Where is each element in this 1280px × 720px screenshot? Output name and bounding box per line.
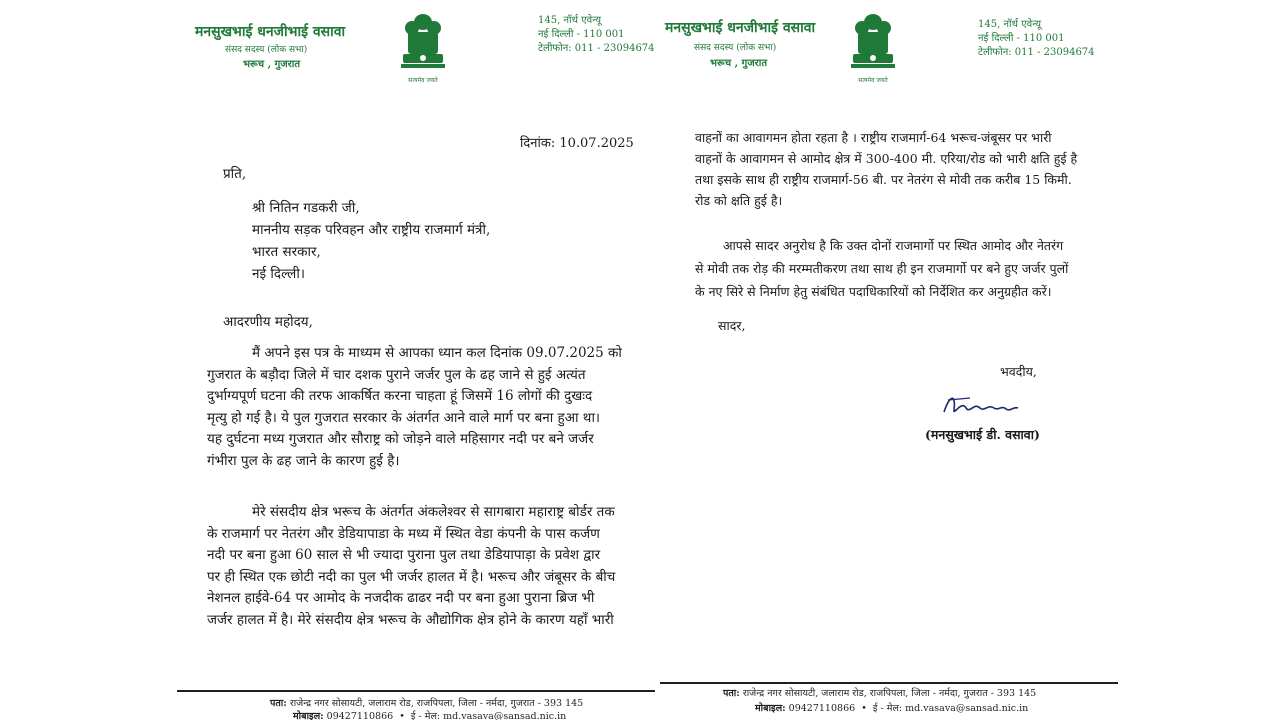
paragraph-line: यह दुर्घटना मध्य गुजरात और सौराष्ट्र को जोड़ने वाले महिसागर नदी पर बने जर्जर: [207, 431, 594, 447]
footer-contact: मोबाइल: 09427110866 • ई - मेल: md.vasava@sansad.nic.in: [755, 703, 1029, 714]
paragraph-line: से मोवी तक रोड़ की मरम्मतीकरण तथा साथ ही इन राजमार्गो पर बने हुए जर्जर पुलों: [695, 261, 1069, 276]
letterhead-name: मनसुखभाई धनजीभाई वसावा: [195, 24, 346, 40]
letterhead-address-line1: 145, नॉर्थ एवेन्यू: [538, 15, 601, 26]
letterhead-address-line2: नई दिल्ली - 110 001: [978, 33, 1065, 44]
footer-email: md.vasava@sansad.nic.in: [905, 703, 1029, 714]
footer-rule: [177, 690, 655, 692]
national-emblem-icon: [845, 8, 901, 82]
paragraph-line: नदी पर बना हुआ 60 साल से भी ज्यादा पुराना पुल तथा डेडियापाड़ा के प्रवेश द्वार: [207, 547, 601, 563]
greeting: आदरणीय महोदय,: [223, 314, 313, 330]
footer-address: [723, 686, 1036, 699]
paragraph-line: रोड को क्षति हुई है।: [695, 193, 783, 208]
paragraph-1: [207, 343, 622, 472]
paragraph-line: दुर्भाग्यपूर्ण घटना की तरफ आकर्षित करना चाहता हूं जिसमें 16 लोगों की दुखःद: [207, 388, 593, 404]
footer-mobile-label: मोबाइल:: [293, 711, 324, 720]
recipient-line: नई दिल्ली।: [252, 266, 305, 282]
paragraph-line: नेशनल हाईवे-64 पर आमोद के नजदीक ढाढर नदी पर बना हुआ पुराना ब्रिज भी: [207, 590, 595, 606]
letterhead-title: संसद सदस्य (लोक सभा): [694, 43, 777, 53]
paragraph-line: मैं अपने इस पत्र के माध्यम से आपका ध्यान कल दिनांक 09.07.2025 को: [252, 345, 622, 361]
footer-address-label: पता:: [723, 688, 740, 699]
letterhead-constituency: भरूच , गुजरात: [710, 58, 768, 69]
paragraph-line: जर्जर हालत में है। मेरे संसदीय क्षेत्र भरूच के औद्योगिक क्षेत्र होने के कारण यहाँ भारी: [207, 611, 614, 628]
letter-page-1: [175, 0, 660, 720]
letterhead-address-line1: 145, नॉर्थ एवेन्यू: [978, 19, 1041, 30]
paragraph-line: मेरे संसदीय क्षेत्र भरूच के अंतर्गत अंकलेश्वर से सागबारा महाराष्ट्र बोर्डर तक: [252, 504, 615, 520]
signatory-name: (मनसुखभाई डी. वसावा): [925, 427, 1040, 442]
footer-mobile: 09427110866: [788, 703, 856, 714]
paragraph-2: [207, 502, 615, 631]
footer-address-label: पता:: [270, 698, 287, 709]
footer-rule: [660, 682, 1118, 684]
paragraph-line: पर ही स्थित एक छोटी नदी का पुल भी जर्जर हालत में है। भरूच और जंबूसर के बीच: [207, 568, 616, 585]
recipient-line: श्री नितिन गडकरी जी,: [252, 200, 360, 216]
letterhead-title: संसद सदस्य (लोक सभा): [225, 45, 308, 55]
footer-email: md.vasava@sansad.nic.in: [443, 711, 567, 720]
letter-date: दिनांक: 10.07.2025: [520, 136, 634, 151]
recipient-line: भारत सरकार,: [252, 244, 321, 260]
recipient-line: माननीय सड़क परिवहन और राष्ट्रीय राजमार्ग मंत्री,: [252, 222, 491, 238]
footer-address: [270, 696, 583, 709]
signature-icon: [940, 390, 1020, 420]
yours-faithfully: भवदीय,: [1000, 364, 1037, 379]
letter-page-2: [660, 0, 1120, 720]
paragraph-line: के राजमार्ग पर नेतरंग और डेडियापाडा के मध्य में स्थित वेडा कंपनी के पास कर्जण: [207, 525, 600, 542]
letterhead-phone: टेलीफोन: 011 - 23094674: [978, 47, 1095, 58]
emblem-caption: सत्यमेव जयते: [858, 77, 888, 84]
paragraph-line: आपसे सादर अनुरोध है कि उक्त दोनों राजमार्गो पर स्थित आमोद और नेतरंग: [723, 238, 1064, 253]
footer-mobile-label: मोबाइल:: [755, 703, 786, 714]
paragraph-line: तथा इसके साथ ही राष्ट्रीय राजमार्ग-56 बी. पर नेतरंग से मोवी तक करीब 15 किमी.: [695, 172, 1072, 187]
footer-email-label: ई - मेल:: [872, 703, 903, 714]
national-emblem-icon: [395, 8, 451, 82]
letterhead-address: [538, 14, 655, 56]
closing: सादर,: [718, 318, 746, 333]
footer-address-text: राजेन्द्र नगर सोसायटी, जलाराम रोड, राजपिपला, जिला - नर्मदा, गुजरात - 393 145: [289, 698, 584, 709]
letterhead-constituency: भरूच , गुजरात: [243, 59, 301, 70]
paragraph-line: गंभीरा पुल के ढह जाने के कारण हुई है।: [207, 452, 400, 469]
letterhead-phone: टेलीफोन: 011 - 23094674: [538, 43, 655, 54]
salutation-to: प्रति,: [223, 166, 247, 182]
paragraph-4: [695, 234, 1068, 303]
paragraph-line: मृत्यु हो गई है। ये पुल गुजरात सरकार के अंतर्गत आने वाले मार्ग पर बना हुआ था।: [207, 409, 601, 426]
letterhead-address-line2: नई दिल्ली - 110 001: [538, 29, 625, 40]
paragraph-3: [695, 127, 1077, 211]
paragraph-line: वाहनों के आवागमन से आमोद क्षेत्र में 300-400 मी. एरिया/रोड को भारी क्षति हुई है: [695, 151, 1078, 166]
footer-address-text: राजेन्द्र नगर सोसायटी, जलाराम रोड, राजपिपला, जिला - नर्मदा, गुजरात - 393 145: [742, 688, 1037, 699]
emblem-caption: सत्यमेव जयते: [408, 77, 438, 84]
letterhead-name: मनसुखभाई धनजीभाई वसावा: [665, 20, 816, 36]
footer-contact: मोबाइल: 09427110866 • ई - मेल: md.vasava@sansad.nic.in: [293, 711, 567, 720]
footer-email-label: ई - मेल:: [410, 711, 441, 720]
letterhead-address: [978, 18, 1095, 60]
footer-mobile: 09427110866: [326, 711, 394, 720]
paragraph-line: वाहनों का आवागमन होता रहता है । राष्ट्रीय राजमार्ग-64 भरूच-जंबूसर पर भारी: [695, 130, 1052, 145]
paragraph-line: के नए सिरे से निर्माण हेतु संबंधित पदाधिकारियों को निर्देशित कर अनुग्रहीत करें।: [695, 284, 1052, 299]
paragraph-line: गुजरात के बड़ौदा जिले में चार दशक पुराने जर्जर पुल के ढह जाने से हुई अत्यंत: [207, 366, 586, 383]
